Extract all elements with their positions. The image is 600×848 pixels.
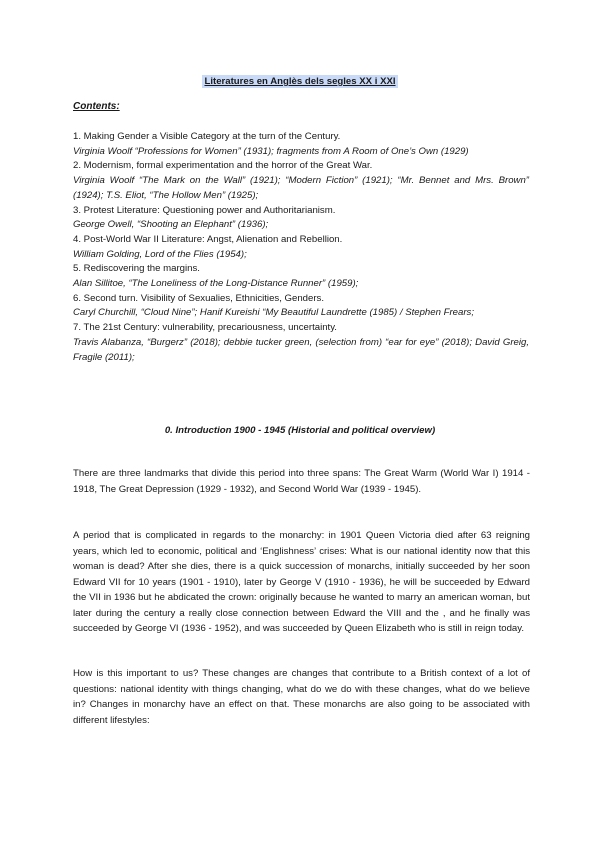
toc-topic: 1. Making Gender a Visible Category at the turn of the Century. — [73, 131, 341, 142]
toc-works: Virginia Woolf “Professions for Women” (1931); fragments from A Room of One’s Own (1929) — [73, 145, 469, 157]
toc-works: Virginia Woolf “The Mark on the Wall” (1921); “Modern Fiction” (1921); “Mr. Bennet and Mrs. Brown” (1924); T.S. Eliot, “The Hollow Men” (1925); — [73, 175, 529, 201]
document-title: Literatures en Anglès dels segles XX i XXI — [204, 76, 396, 87]
body-paragraph: How is this important to us? These changes are changes that contribute to a British context of a lot of questions: national identity with things changing, what do we do with these changes, what do we believe in? Changes in monarchy have an effect on that. These monarchs are also going to be associated with different lifestyles: — [73, 668, 530, 726]
toc-topic: 2. Modernism, formal experimentation and the horror of the Great War. — [73, 160, 373, 172]
toc-works: William Golding, Lord of the Flies (1954); — [73, 248, 247, 260]
contents-heading: Contents: — [73, 101, 120, 112]
toc-topic: 7. The 21st Century: vulnerability, precariousness, uncertainty. — [73, 322, 337, 334]
toc-works: Caryl Churchill, “Cloud Nine”; Hanif Kureishi “My Beautiful Laundrette (1985) / Stephen Frears; — [73, 307, 474, 319]
toc-topic: 6. Second turn. Visibility of Sexualies, Ethnicities, Genders. — [73, 292, 324, 304]
toc-topic: 4. Post-World War II Literature: Angst, Alienation and Rebellion. — [73, 233, 343, 245]
section-heading: 0. Introduction 1900 - 1945 (Historial and political overview) — [164, 425, 436, 436]
toc-topic: 5. Rediscovering the margins. — [73, 263, 200, 275]
toc-works: Alan Sillitoe, “The Loneliness of the Long-Distance Runner” (1959); — [73, 278, 359, 290]
toc-topic: 3. Protest Literature: Questioning power and Authoritarianism. — [73, 204, 336, 216]
toc-works: Travis Alabanza, “Burgerz” (2018); debbie tucker green, (selection from) “ear for eye” (2018); David Greig, Fragile (2011); — [73, 336, 529, 363]
table-of-contents — [73, 130, 529, 365]
body-paragraph: There are three landmarks that divide this period into three spans: The Great Warm (World War I) 1914 - 1918, The Great Depression (1929 - 1932), and Second World War (1939 - 1945). — [73, 468, 530, 495]
title-container — [0, 71, 600, 89]
body-paragraph: A period that is complicated in regards to the monarchy: in 1901 Queen Victoria died after 63 reigning years, which led to economic, political and ‘Englishness’ crises: What is our national identity now that this woman is dead? After she dies, there is a quick succession of monarchs, initially succeeded by her soon Edward VII for 10 years (1901 - 1910), later by George V (1910 - 1936), he will be succeeded by Edward the VII in 1936 but he abdicated the crown: originally because he wanted to marry an american woman, but later during the century a really close connection between Edward the VIII and the , and he finally was succeeded by George VI (1936 - 1952), and was succeeded by Queen Elizabeth who is still in reign today. — [73, 530, 530, 634]
toc-works: George Owell, “Shooting an Elephant” (1936); — [73, 219, 269, 231]
